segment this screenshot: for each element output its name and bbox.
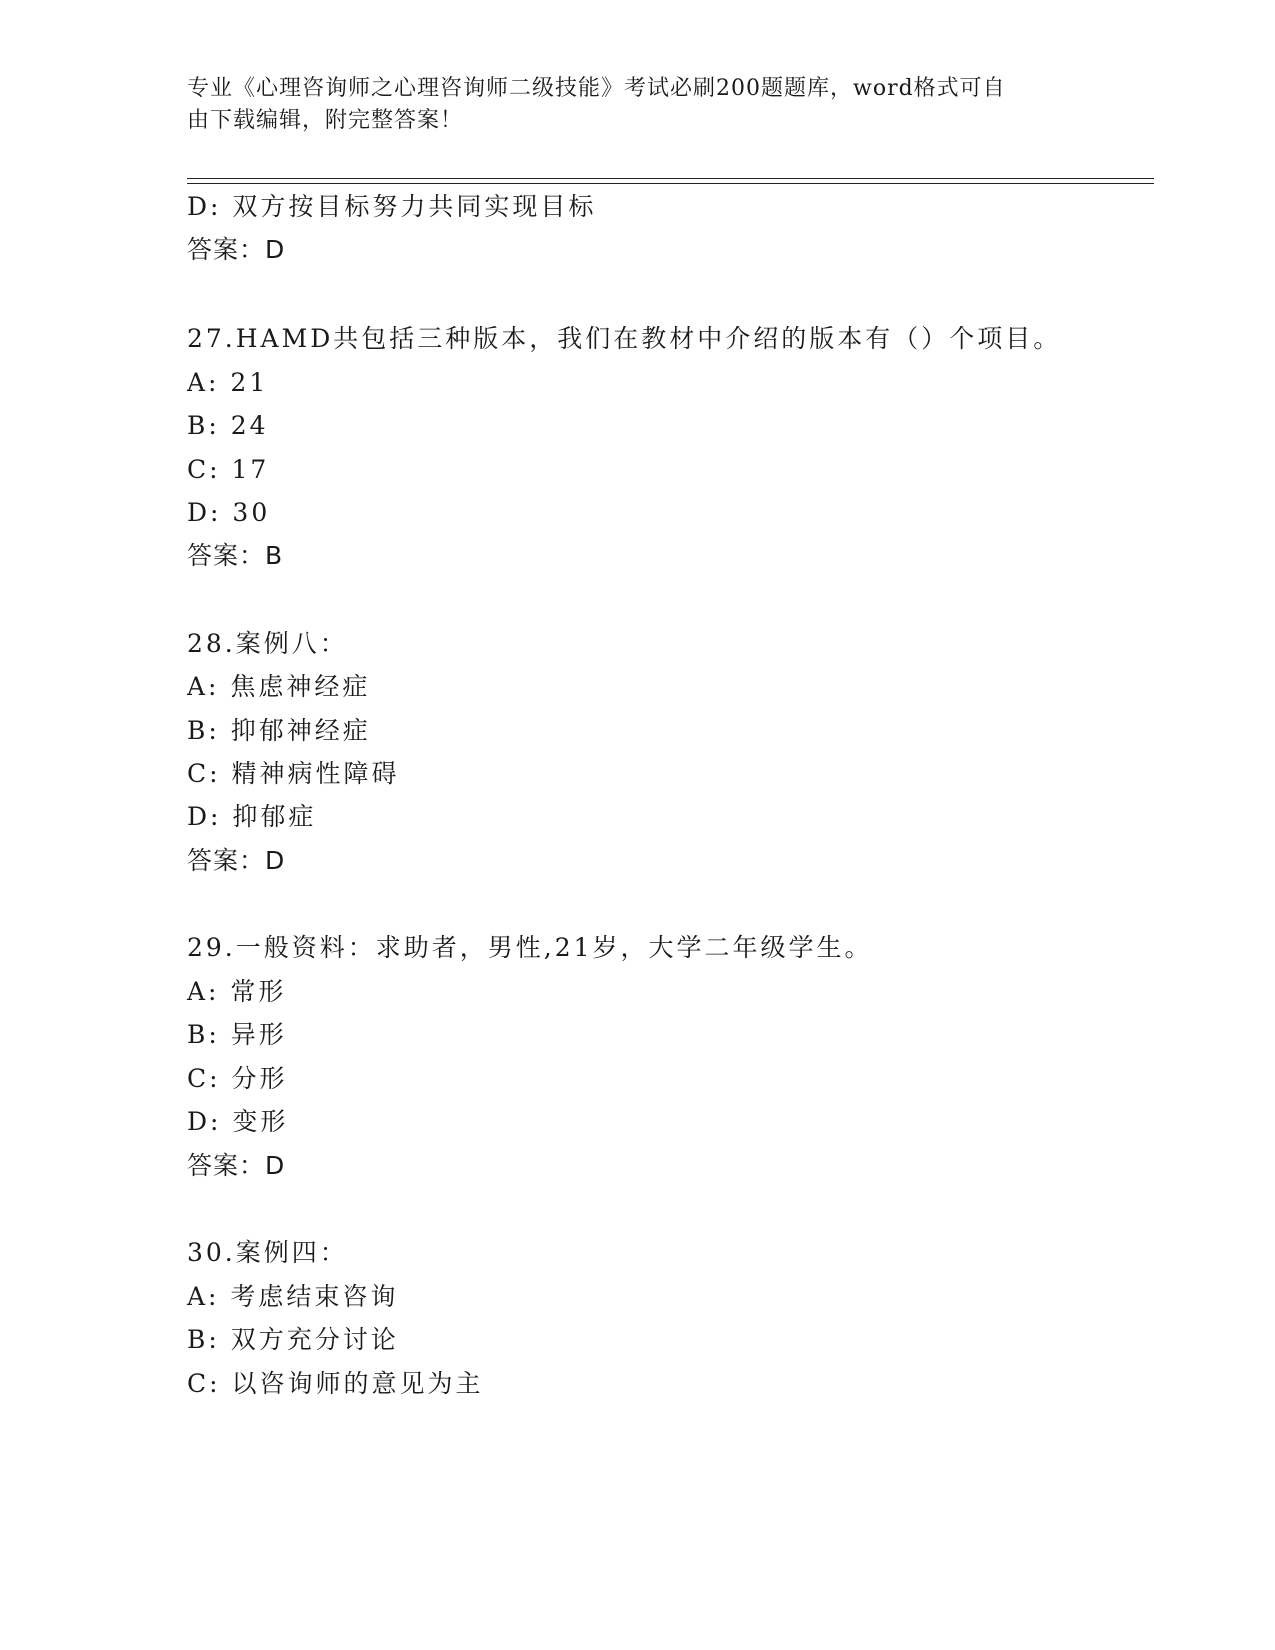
option-c: C: 以咨询师的意见为主: [187, 1369, 484, 1398]
question-stem: 29.一般资料：求助者，男性,21岁，大学二年级学生。: [187, 933, 873, 962]
answer: 答案：B: [187, 541, 284, 570]
option-b: B: 异形: [187, 1020, 287, 1049]
option-a: A: 考虑结束咨询: [187, 1282, 399, 1311]
option-c: C: 17: [187, 455, 270, 484]
option-d: D: 抑郁症: [187, 802, 317, 831]
option-d: D: 30: [187, 498, 271, 527]
option-c: C: 分形: [187, 1064, 288, 1093]
option-c: C: 精神病性障碍: [187, 759, 400, 788]
option-a: A: 常形: [187, 977, 287, 1006]
option-a: A: 焦虑神经症: [187, 672, 371, 701]
answer: 答案：D: [187, 846, 286, 875]
header-divider-bottom: [187, 183, 1154, 184]
header-line-1: 专业《心理咨询师之心理咨询师二级技能》考试必刷200题题库，word格式可自: [187, 76, 1006, 101]
question-stem: 28.案例八：: [187, 629, 348, 658]
header-divider-top: [187, 178, 1154, 179]
question-stem: 27.HAMD共包括三种版本，我们在教材中介绍的版本有（）个项目。: [187, 324, 1062, 353]
document-header: [187, 73, 1067, 137]
option-d: D: 双方按目标努力共同实现目标: [187, 192, 597, 221]
option-b: B: 24: [187, 411, 269, 440]
question-stem: 30.案例四：: [187, 1238, 348, 1267]
option-b: B: 双方充分讨论: [187, 1325, 399, 1354]
header-line-2: 由下载编辑，附完整答案！: [187, 108, 464, 133]
option-b: B: 抑郁神经症: [187, 716, 371, 745]
answer: 答案：D: [187, 235, 286, 264]
option-d: D: 变形: [187, 1107, 289, 1136]
option-a: A: 21: [187, 368, 269, 397]
answer: 答案：D: [187, 1151, 286, 1180]
